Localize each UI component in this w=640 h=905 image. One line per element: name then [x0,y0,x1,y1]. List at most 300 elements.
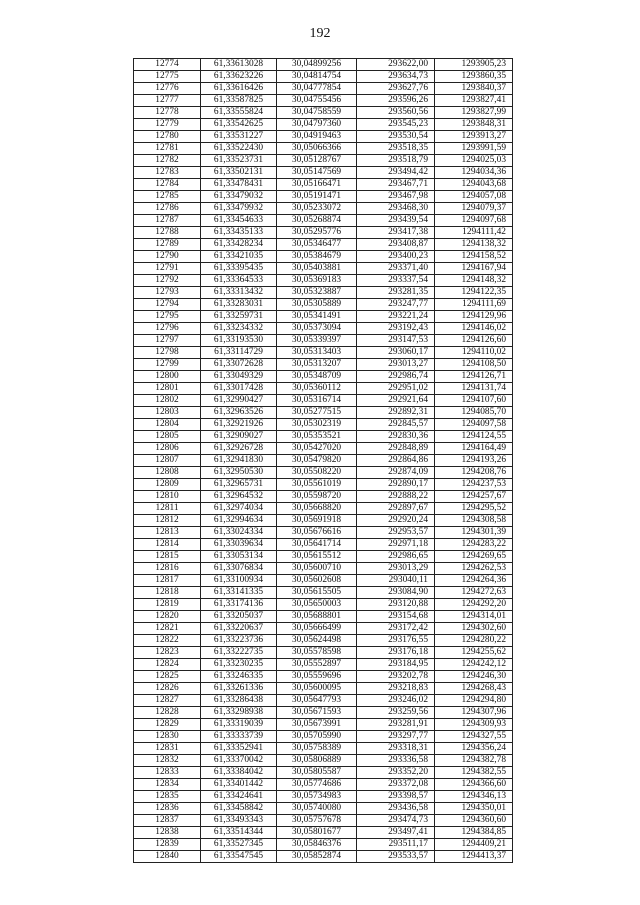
longitude-cell: 30,05846376 [277,839,357,851]
point-number-cell: 12824 [134,659,201,671]
x-coordinate-cell: 292920,24 [357,515,435,527]
y-coordinate-cell: 1294043,68 [435,179,513,191]
table-row [134,839,513,851]
coordinates-table [133,58,513,863]
table-row [134,731,513,743]
y-coordinate-cell: 1294255,62 [435,647,513,659]
x-coordinate-cell: 293596,26 [357,95,435,107]
longitude-cell: 30,05615512 [277,551,357,563]
point-number-cell: 12786 [134,203,201,215]
x-coordinate-cell: 293184,95 [357,659,435,671]
x-coordinate-cell: 293247,77 [357,299,435,311]
point-number-cell: 12832 [134,755,201,767]
x-coordinate-cell: 293060,17 [357,347,435,359]
x-coordinate-cell: 293518,79 [357,155,435,167]
table-row [134,311,513,323]
latitude-cell: 61,33364533 [201,275,277,287]
x-coordinate-cell: 292848,89 [357,443,435,455]
latitude-cell: 61,33333739 [201,731,277,743]
point-number-cell: 12828 [134,707,201,719]
latitude-cell: 61,33478431 [201,179,277,191]
longitude-cell: 30,05191471 [277,191,357,203]
table-row [134,335,513,347]
point-number-cell: 12784 [134,179,201,191]
point-number-cell: 12780 [134,131,201,143]
longitude-cell: 30,05508220 [277,467,357,479]
longitude-cell: 30,05373094 [277,323,357,335]
x-coordinate-cell: 292951,02 [357,383,435,395]
latitude-cell: 61,33435133 [201,227,277,239]
latitude-cell: 61,33370042 [201,755,277,767]
x-coordinate-cell: 292897,67 [357,503,435,515]
y-coordinate-cell: 1294146,02 [435,323,513,335]
latitude-cell: 61,33053134 [201,551,277,563]
latitude-cell: 61,33542625 [201,119,277,131]
table-row [134,143,513,155]
latitude-cell: 61,32965731 [201,479,277,491]
latitude-cell: 61,33421035 [201,251,277,263]
y-coordinate-cell: 1294242,12 [435,659,513,671]
y-coordinate-cell: 1294034,36 [435,167,513,179]
longitude-cell: 30,05341491 [277,311,357,323]
longitude-cell: 30,05066366 [277,143,357,155]
x-coordinate-cell: 293246,02 [357,695,435,707]
table-row [134,119,513,131]
latitude-cell: 61,33493343 [201,815,277,827]
latitude-cell: 61,33230235 [201,659,277,671]
point-number-cell: 12779 [134,119,201,131]
longitude-cell: 30,05578598 [277,647,357,659]
y-coordinate-cell: 1294124,55 [435,431,513,443]
table-row [134,455,513,467]
point-number-cell: 12838 [134,827,201,839]
latitude-cell: 61,33286438 [201,695,277,707]
latitude-cell: 61,33613028 [201,59,277,71]
point-number-cell: 12811 [134,503,201,515]
y-coordinate-cell: 1294138,32 [435,239,513,251]
x-coordinate-cell: 293154,68 [357,611,435,623]
longitude-cell: 30,05479820 [277,455,357,467]
x-coordinate-cell: 293176,55 [357,635,435,647]
x-coordinate-cell: 293627,76 [357,83,435,95]
table-row [134,779,513,791]
point-number-cell: 12778 [134,107,201,119]
table-row [134,191,513,203]
point-number-cell: 12803 [134,407,201,419]
latitude-cell: 61,32909027 [201,431,277,443]
x-coordinate-cell: 293634,73 [357,71,435,83]
table-row [134,431,513,443]
point-number-cell: 12792 [134,275,201,287]
longitude-cell: 30,05676616 [277,527,357,539]
longitude-cell: 30,04899256 [277,59,357,71]
table-row [134,167,513,179]
table-row [134,467,513,479]
table-row [134,275,513,287]
point-number-cell: 12790 [134,251,201,263]
point-number-cell: 12804 [134,419,201,431]
table-row [134,527,513,539]
x-coordinate-cell: 293497,41 [357,827,435,839]
point-number-cell: 12808 [134,467,201,479]
y-coordinate-cell: 1294350,01 [435,803,513,815]
y-coordinate-cell: 1294413,37 [435,851,513,863]
longitude-cell: 30,05647793 [277,695,357,707]
y-coordinate-cell: 1293827,99 [435,107,513,119]
point-number-cell: 12823 [134,647,201,659]
y-coordinate-cell: 1293848,31 [435,119,513,131]
x-coordinate-cell: 293192,43 [357,323,435,335]
x-coordinate-cell: 293400,23 [357,251,435,263]
longitude-cell: 30,05688801 [277,611,357,623]
y-coordinate-cell: 1294301,39 [435,527,513,539]
table-row [134,383,513,395]
y-coordinate-cell: 1294158,52 [435,251,513,263]
table-row [134,419,513,431]
longitude-cell: 30,05384679 [277,251,357,263]
latitude-cell: 61,33428234 [201,239,277,251]
table-row [134,371,513,383]
x-coordinate-cell: 293120,88 [357,599,435,611]
point-number-cell: 12801 [134,383,201,395]
point-number-cell: 12774 [134,59,201,71]
latitude-cell: 61,33384042 [201,767,277,779]
point-number-cell: 12810 [134,491,201,503]
point-number-cell: 12777 [134,95,201,107]
y-coordinate-cell: 1294346,13 [435,791,513,803]
table-row [134,227,513,239]
point-number-cell: 12795 [134,311,201,323]
y-coordinate-cell: 1294356,24 [435,743,513,755]
longitude-cell: 30,05668820 [277,503,357,515]
table-row [134,587,513,599]
table-row [134,215,513,227]
table-row [134,599,513,611]
y-coordinate-cell: 1294108,50 [435,359,513,371]
y-coordinate-cell: 1294264,36 [435,575,513,587]
latitude-cell: 61,33049329 [201,371,277,383]
point-number-cell: 12829 [134,719,201,731]
x-coordinate-cell: 293084,90 [357,587,435,599]
table-row [134,443,513,455]
x-coordinate-cell: 292874,09 [357,467,435,479]
table-row [134,707,513,719]
longitude-cell: 30,05705990 [277,731,357,743]
x-coordinate-cell: 293202,78 [357,671,435,683]
point-number-cell: 12794 [134,299,201,311]
longitude-cell: 30,04797360 [277,119,357,131]
latitude-cell: 61,33100934 [201,575,277,587]
x-coordinate-cell: 293176,18 [357,647,435,659]
longitude-cell: 30,05268874 [277,215,357,227]
table-row [134,107,513,119]
table-row [134,851,513,863]
latitude-cell: 61,33587825 [201,95,277,107]
y-coordinate-cell: 1294126,60 [435,335,513,347]
latitude-cell: 61,33623226 [201,71,277,83]
longitude-cell: 30,05305889 [277,299,357,311]
x-coordinate-cell: 293468,30 [357,203,435,215]
longitude-cell: 30,05147569 [277,167,357,179]
y-coordinate-cell: 1294097,68 [435,215,513,227]
table-row [134,539,513,551]
y-coordinate-cell: 1294085,70 [435,407,513,419]
longitude-cell: 30,05339397 [277,335,357,347]
latitude-cell: 61,33246335 [201,671,277,683]
table-row [134,479,513,491]
longitude-cell: 30,05295776 [277,227,357,239]
table-row [134,827,513,839]
latitude-cell: 61,33458842 [201,803,277,815]
y-coordinate-cell: 1293840,37 [435,83,513,95]
point-number-cell: 12825 [134,671,201,683]
latitude-cell: 61,33193530 [201,335,277,347]
x-coordinate-cell: 293040,11 [357,575,435,587]
y-coordinate-cell: 1294280,22 [435,635,513,647]
y-coordinate-cell: 1294237,53 [435,479,513,491]
x-coordinate-cell: 293518,35 [357,143,435,155]
point-number-cell: 12827 [134,695,201,707]
y-coordinate-cell: 1294131,74 [435,383,513,395]
table-row [134,83,513,95]
latitude-cell: 61,33424641 [201,791,277,803]
x-coordinate-cell: 292892,31 [357,407,435,419]
y-coordinate-cell: 1294057,08 [435,191,513,203]
point-number-cell: 12834 [134,779,201,791]
y-coordinate-cell: 1294167,94 [435,263,513,275]
x-coordinate-cell: 292830,36 [357,431,435,443]
y-coordinate-cell: 1294283,22 [435,539,513,551]
table-row [134,395,513,407]
latitude-cell: 61,33298938 [201,707,277,719]
latitude-cell: 61,33261336 [201,683,277,695]
latitude-cell: 61,33114729 [201,347,277,359]
point-number-cell: 12785 [134,191,201,203]
table-row [134,59,513,71]
table-row [134,155,513,167]
longitude-cell: 30,05561019 [277,479,357,491]
point-number-cell: 12835 [134,791,201,803]
latitude-cell: 61,33283031 [201,299,277,311]
x-coordinate-cell: 292921,64 [357,395,435,407]
longitude-cell: 30,05600095 [277,683,357,695]
x-coordinate-cell: 292890,17 [357,479,435,491]
y-coordinate-cell: 1294292,20 [435,599,513,611]
y-coordinate-cell: 1294302,60 [435,623,513,635]
longitude-cell: 30,05316714 [277,395,357,407]
point-number-cell: 12815 [134,551,201,563]
y-coordinate-cell: 1293991,59 [435,143,513,155]
longitude-cell: 30,05852874 [277,851,357,863]
x-coordinate-cell: 293259,56 [357,707,435,719]
y-coordinate-cell: 1294107,60 [435,395,513,407]
longitude-cell: 30,05323887 [277,287,357,299]
x-coordinate-cell: 292953,57 [357,527,435,539]
longitude-cell: 30,05734983 [277,791,357,803]
table-row [134,719,513,731]
latitude-cell: 61,33234332 [201,323,277,335]
longitude-cell: 30,05313403 [277,347,357,359]
y-coordinate-cell: 1294294,80 [435,695,513,707]
table-row [134,803,513,815]
x-coordinate-cell: 293172,42 [357,623,435,635]
latitude-cell: 61,33174136 [201,599,277,611]
y-coordinate-cell: 1294111,69 [435,299,513,311]
longitude-cell: 30,04777854 [277,83,357,95]
latitude-cell: 61,33205037 [201,611,277,623]
y-coordinate-cell: 1294208,76 [435,467,513,479]
table-row [134,671,513,683]
y-coordinate-cell: 1294314,01 [435,611,513,623]
latitude-cell: 61,32941830 [201,455,277,467]
y-coordinate-cell: 1294122,35 [435,287,513,299]
table-row [134,611,513,623]
y-coordinate-cell: 1293860,35 [435,71,513,83]
point-number-cell: 12809 [134,479,201,491]
x-coordinate-cell: 293336,58 [357,755,435,767]
x-coordinate-cell: 293545,23 [357,119,435,131]
latitude-cell: 61,33039634 [201,539,277,551]
y-coordinate-cell: 1294308,58 [435,515,513,527]
y-coordinate-cell: 1294307,96 [435,707,513,719]
y-coordinate-cell: 1294257,67 [435,491,513,503]
x-coordinate-cell: 293013,29 [357,563,435,575]
latitude-cell: 61,33502131 [201,167,277,179]
table-row [134,347,513,359]
point-number-cell: 12814 [134,539,201,551]
longitude-cell: 30,05641714 [277,539,357,551]
latitude-cell: 61,33352941 [201,743,277,755]
x-coordinate-cell: 293352,20 [357,767,435,779]
latitude-cell: 61,33024334 [201,527,277,539]
longitude-cell: 30,05774686 [277,779,357,791]
x-coordinate-cell: 293436,58 [357,803,435,815]
point-number-cell: 12807 [134,455,201,467]
longitude-cell: 30,05552897 [277,659,357,671]
x-coordinate-cell: 293281,35 [357,287,435,299]
page-number: 192 [309,26,331,41]
point-number-cell: 12830 [134,731,201,743]
latitude-cell: 61,32921926 [201,419,277,431]
point-number-cell: 12826 [134,683,201,695]
table-row [134,179,513,191]
longitude-cell: 30,05671593 [277,707,357,719]
table-row [134,743,513,755]
y-coordinate-cell: 1294382,78 [435,755,513,767]
point-number-cell: 12802 [134,395,201,407]
latitude-cell: 61,33547545 [201,851,277,863]
y-coordinate-cell: 1294164,49 [435,443,513,455]
point-number-cell: 12812 [134,515,201,527]
latitude-cell: 61,33259731 [201,311,277,323]
point-number-cell: 12782 [134,155,201,167]
x-coordinate-cell: 293511,17 [357,839,435,851]
latitude-cell: 61,33527345 [201,839,277,851]
x-coordinate-cell: 293281,91 [357,719,435,731]
latitude-cell: 61,33523731 [201,155,277,167]
longitude-cell: 30,05758389 [277,743,357,755]
x-coordinate-cell: 293530,54 [357,131,435,143]
longitude-cell: 30,04755456 [277,95,357,107]
y-coordinate-cell: 1293905,23 [435,59,513,71]
latitude-cell: 61,33395435 [201,263,277,275]
table-row [134,71,513,83]
latitude-cell: 61,33531227 [201,131,277,143]
point-number-cell: 12799 [134,359,201,371]
table-row [134,767,513,779]
latitude-cell: 61,32926728 [201,443,277,455]
point-number-cell: 12821 [134,623,201,635]
point-number-cell: 12783 [134,167,201,179]
y-coordinate-cell: 1294272,63 [435,587,513,599]
point-number-cell: 12797 [134,335,201,347]
latitude-cell: 61,33072628 [201,359,277,371]
point-number-cell: 12789 [134,239,201,251]
table-row [134,263,513,275]
longitude-cell: 30,05166471 [277,179,357,191]
table-row [134,623,513,635]
x-coordinate-cell: 293372,08 [357,779,435,791]
latitude-cell: 61,33313432 [201,287,277,299]
point-number-cell: 12788 [134,227,201,239]
latitude-cell: 61,32950530 [201,467,277,479]
x-coordinate-cell: 293337,54 [357,275,435,287]
x-coordinate-cell: 293494,42 [357,167,435,179]
x-coordinate-cell: 292845,57 [357,419,435,431]
y-coordinate-cell: 1293913,27 [435,131,513,143]
x-coordinate-cell: 293467,98 [357,191,435,203]
longitude-cell: 30,05624498 [277,635,357,647]
y-coordinate-cell: 1294025,03 [435,155,513,167]
longitude-cell: 30,05600710 [277,563,357,575]
x-coordinate-cell: 293218,83 [357,683,435,695]
y-coordinate-cell: 1293827,41 [435,95,513,107]
longitude-cell: 30,05346477 [277,239,357,251]
longitude-cell: 30,05666499 [277,623,357,635]
table-row [134,323,513,335]
x-coordinate-cell: 292971,18 [357,539,435,551]
longitude-cell: 30,05602608 [277,575,357,587]
x-coordinate-cell: 293013,27 [357,359,435,371]
longitude-cell: 30,05302319 [277,419,357,431]
x-coordinate-cell: 293371,40 [357,263,435,275]
longitude-cell: 30,05691918 [277,515,357,527]
latitude-cell: 61,33522430 [201,143,277,155]
table-row [134,695,513,707]
y-coordinate-cell: 1294360,60 [435,815,513,827]
latitude-cell: 61,32964532 [201,491,277,503]
longitude-cell: 30,05348709 [277,371,357,383]
longitude-cell: 30,04758559 [277,107,357,119]
table-row [134,635,513,647]
longitude-cell: 30,05128767 [277,155,357,167]
x-coordinate-cell: 293221,24 [357,311,435,323]
table-row [134,203,513,215]
longitude-cell: 30,05673991 [277,719,357,731]
table-row [134,95,513,107]
table-row [134,407,513,419]
table-row [134,815,513,827]
x-coordinate-cell: 293297,77 [357,731,435,743]
longitude-cell: 30,05313207 [277,359,357,371]
longitude-cell: 30,05233072 [277,203,357,215]
latitude-cell: 61,32990427 [201,395,277,407]
table-row [134,551,513,563]
table-row [134,503,513,515]
longitude-cell: 30,05559696 [277,671,357,683]
latitude-cell: 61,33223736 [201,635,277,647]
x-coordinate-cell: 293533,57 [357,851,435,863]
